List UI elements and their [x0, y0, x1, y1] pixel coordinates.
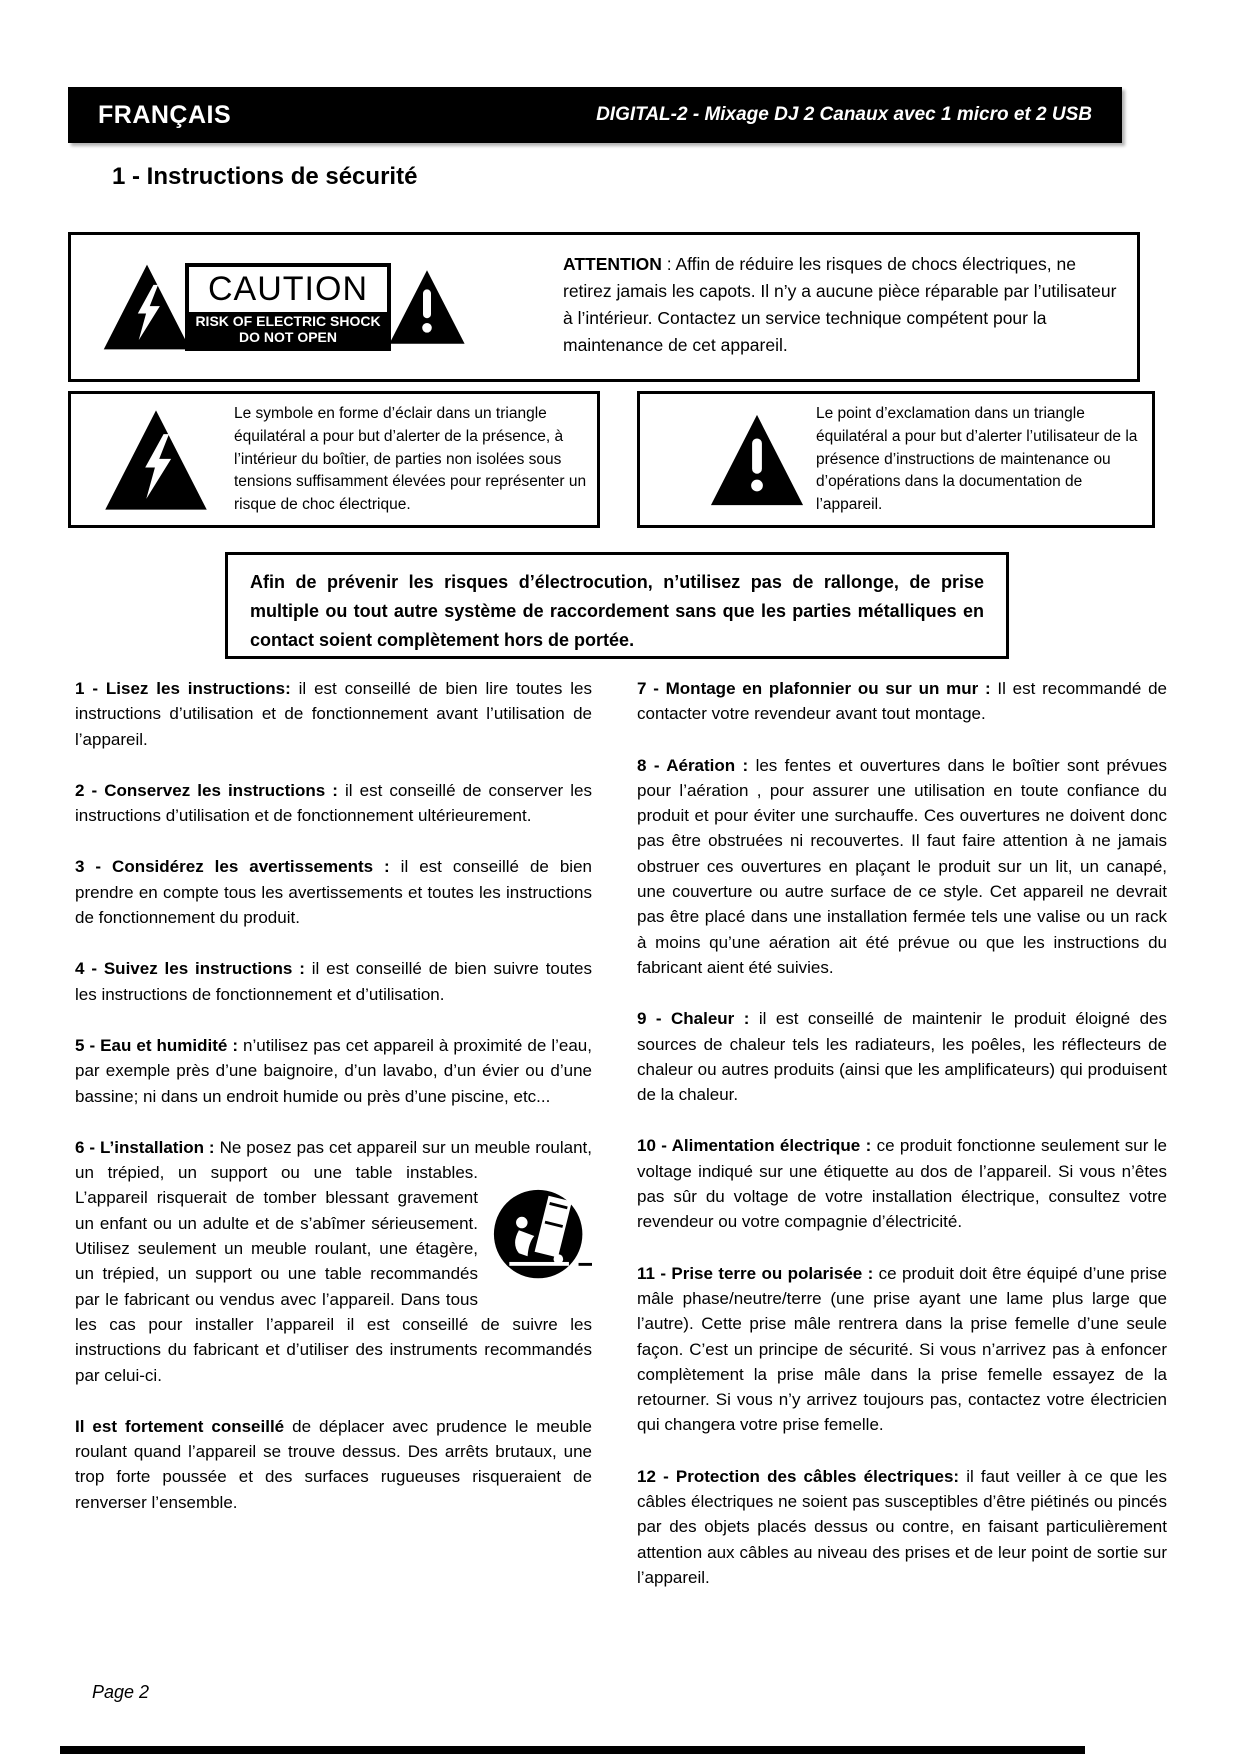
lightning-symbol-box: [68, 391, 600, 528]
instruction-lead: 1 - Lisez les instructions:: [75, 679, 291, 698]
instruction-9: [637, 1006, 1167, 1107]
instruction-body: ce produit doit être équipé d’une prise mâle phase/neutre/terre (une prise ayant une lame plus large que l’autre). Cette prise mâle rentrera dans la prise femelle d’une seule façon. C’est un principe de sécurité. Si vous n’arrivez pas à enfoncer complètement la prise mâle dans la prise femelle essayez de la retourner. Si vous n’y arrivez toujours pas, contactez votre électricien qui changera votre prise femelle.: [637, 1263, 1167, 1435]
instruction-body: il est conseillé de maintenir le produit éloigné des sources de chaleur tels les radiateurs, les poêles, les réflecteurs de chaleur ou autres produits (ainsi que les amplificateurs) qui produisent de la chaleur.: [637, 1009, 1167, 1105]
instruction-10: [637, 1133, 1167, 1234]
instruction-6: [75, 1135, 592, 1388]
instruction-body: les fentes et ouvertures dans le boîtier sont prévues pour l’aération , pour assurer une utilisation en toute confiance du produit et pour éviter une surchauffe. Ces ouvertures ne doivent donc pas être obstruées ni recouvertes. Il faut faire attention à ne jamais obstruer ces ouvertures en plaçant le produit sur un lit, un canapé, une couverture ou autre surface de ce style. Cet appareil ne devrait pas être placé dans une installation fermée tels une valise ou un rack à moins qu’une aération ait été prévue ou que les instructions du fabricant aient été suivies.: [637, 755, 1167, 977]
instruction-lead: 11 - Prise terre ou polarisée :: [637, 1263, 874, 1283]
instruction-2: [75, 778, 592, 829]
header-product-title: DIGITAL-2 - Mixage DJ 2 Canaux avec 1 micro et 2 USB: [596, 104, 1092, 125]
instruction-lead: 7 - Montage en plafonnier ou sur un mur :: [637, 679, 991, 698]
instruction-note: [75, 1414, 592, 1515]
instruction-lead: Il est fortement conseillé: [75, 1416, 285, 1436]
instruction-body: Il est recommandé de contacter votre revendeur avant tout montage.: [637, 679, 1167, 724]
no-trolley-icon: [492, 1183, 592, 1289]
lightning-symbol-text: Le symbole en forme d’éclair dans un triangle équilatéral a pour but d’alerter de la présence, à l’intérieur du boîtier, de parties non isolées sous tensions suffisamment élevées pour représenter un risque de choc électrique.: [234, 405, 587, 514]
page-number: Page 2: [92, 1682, 150, 1702]
instruction-lead: 2 - Conservez les instructions :: [75, 780, 338, 800]
instruction-1: [75, 676, 592, 752]
instruction-7: [637, 676, 1167, 727]
instruction-4: [75, 956, 592, 1007]
instruction-3: [75, 854, 592, 930]
caution-plate-risk-line: RISK OF ELECTRIC SHOCK: [195, 313, 381, 329]
instruction-lead: 8 - Aération :: [637, 755, 749, 775]
instruction-body: il est conseillé de conserver les instructions d’utilisation et de fonctionnement ultérieurement.: [75, 780, 592, 826]
left-column: [75, 676, 592, 1541]
exclamation-triangle-icon: [387, 257, 467, 357]
caution-plate-warning: [189, 312, 387, 347]
instruction-lead: 3 - Considérez les avertissements :: [75, 857, 390, 877]
page-title: 1 - Instructions de sécurité: [112, 163, 418, 190]
instruction-lead: 12 - Protection des câbles électriques:: [637, 1466, 960, 1486]
instruction-lead: 10 - Alimentation électrique :: [637, 1136, 872, 1156]
caution-logo: [101, 251, 467, 363]
instruction-body: de déplacer avec prudence le meuble roulant quand l’appareil se trouve dessus. Des arrêts brutaux, une trop forte poussée et des surfaces rugueuses risqueraient de renverser l’ensemble.: [75, 1416, 592, 1512]
electrocution-warning-box: [225, 552, 1009, 659]
header-language: FRANÇAIS: [98, 100, 232, 129]
attention-label: ATTENTION: [563, 254, 662, 274]
instruction-8: [637, 753, 1167, 981]
instruction-body: il faut veiller à ce que les câbles électriques ne soient pas susceptibles d’être piétinés ou pincés par des objets placés dessus ou contre, en faisant particulièrement attention aux câbles au niveau des prises et de leur point de sortie sur l’appareil.: [637, 1466, 1167, 1587]
attention-paragraph: [563, 251, 1129, 359]
right-column: [637, 676, 1167, 1616]
instruction-body: il est conseillé de bien lire toutes les instructions d’utilisation et de fonctionnement avant l’utilisation de l’appareil.: [75, 679, 592, 749]
instruction-body: n’utilisez pas cet appareil à proximité de l’eau, par exemple près d’une baignoire, d’un lavabo, d’un évier ou d’une bassine; ni dans un endroit humide ou près d’une piscine, etc...: [75, 1035, 592, 1106]
instruction-body: Ne posez pas cet appareil sur un meuble roulant, un trépied, un support ou une table instables. L’appareil risquerait de tomber blessant gravement un enfant ou un adulte et de s’abîmer sérieusement. Utilisez seulement un meuble roulant, une étagère, un trépied, un support ou une table recommandés par le fabricant ou vendus avec l’appareil. Dans tous les cas pour installer l’appareil il est conseillé de suivre les instructions du fabricant et d’utiliser des instruments recommandés par celui-ci.: [75, 1137, 592, 1385]
exclamation-symbol-box: [637, 391, 1155, 528]
instruction-12: [637, 1464, 1167, 1590]
attention-box: [68, 232, 1140, 382]
instruction-11: [637, 1261, 1167, 1438]
instruction-body: ce produit fonctionne seulement sur le voltage indiqué sur une étiquette au dos de l’appareil. Si vous n’êtes pas sûr du voltage de votre installation électrique, consultez votre revendeur ou votre compagnie d’électricité.: [637, 1136, 1167, 1232]
attention-body: : Affin de réduire les risques de chocs électriques, ne retirez jamais les capots. Il n’y a aucune pièce réparable par l’utilisateur à l’intérieur. Contactez un service technique compétent pour la maintenance de cet appareil.: [563, 254, 1117, 355]
instruction-lead: 6 - L’installation :: [75, 1137, 215, 1157]
header-bar: [68, 87, 1122, 143]
instruction-body: il est conseillé de bien suivre toutes les instructions de fonctionnement et d’utilisation.: [75, 959, 592, 1004]
exclamation-symbol-text: Le point d’exclamation dans un triangle équilatéral a pour but d’alerter l’utilisateur de la présence d’instructions de maintenance ou d’opérations dans la documentation de l’appareil.: [816, 405, 1138, 514]
instruction-body: il est conseillé de bien prendre en compte tous les avertissements et toutes les instructions de fonctionnement du produit.: [75, 857, 592, 928]
footer-bar: [60, 1746, 1085, 1754]
lightning-triangle-icon: [97, 406, 215, 514]
instruction-lead: 9 - Chaleur :: [637, 1009, 750, 1029]
electrocution-warning-text: Afin de prévenir les risques d’électrocution, n’utilisez pas de rallonge, de prise multiple ou tout autre système de raccordement sans que les parties métalliques en contact soient complètement hors de portée.: [250, 572, 984, 650]
caution-plate-title: CAUTION: [208, 270, 368, 308]
caution-plate: [185, 263, 391, 351]
lightning-triangle-icon: [101, 255, 193, 359]
instruction-lead: 5 - Eau et humidité :: [75, 1035, 239, 1055]
instruction-lead: 4 - Suivez les instructions :: [75, 959, 305, 979]
caution-plate-open-line: DO NOT OPEN: [238, 329, 337, 345]
instruction-5: [75, 1033, 592, 1109]
exclamation-triangle-icon: [708, 406, 806, 514]
